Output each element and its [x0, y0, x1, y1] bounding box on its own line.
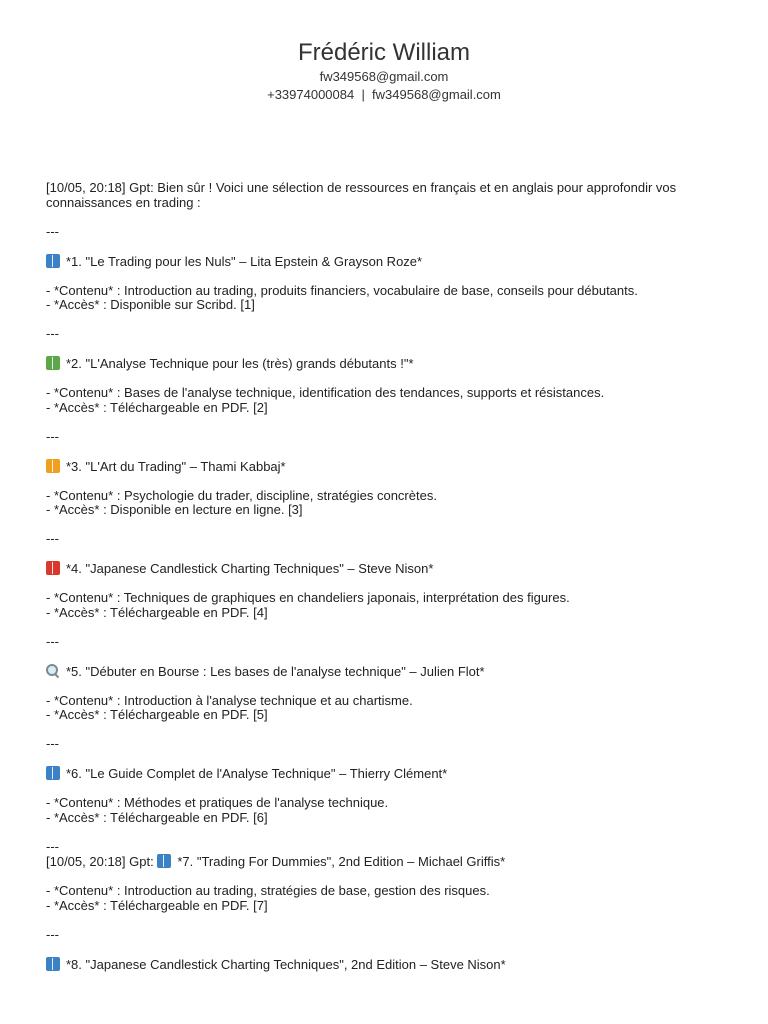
resource-acces: - *Accès* : Téléchargeable en PDF. [2] — [46, 399, 268, 415]
resource-contenu: - *Contenu* : Introduction au trading, produits financiers, vocabulaire de base, conseils pour débutants. — [46, 282, 638, 298]
intro-paragraph: [10/05, 20:18] Gpt: Bien sûr ! Voici une sélection de ressources en français et en anglais pour approfondir vos connaissances en trading : — [46, 180, 680, 210]
resource-acces: - *Accès* : Disponible en lecture en ligne. [3] — [46, 502, 303, 517]
resource-contenu: - *Contenu* : Méthodes et pratiques de l'analyse technique. — [46, 795, 389, 810]
resource-title — [46, 766, 722, 782]
separator: --- — [46, 736, 59, 751]
separator: --- — [46, 926, 59, 942]
author-name: Frédéric William — [297, 39, 470, 66]
resource-item-6 — [46, 766, 722, 825]
document-header — [0, 0, 768, 104]
resource-contenu: - *Contenu* : Psychologie du trader, discipline, stratégies concrètes. — [46, 487, 437, 503]
orange-book-icon — [46, 459, 60, 473]
separator: --- — [46, 223, 59, 239]
red-book-icon — [46, 561, 60, 575]
resource-title-text: *5. "Débuter en Bourse : Les bases de l'analyse technique" – Julien Flot* — [66, 663, 485, 679]
resource-contenu: - *Contenu* : Introduction à l'analyse technique et au chartisme. — [46, 692, 413, 708]
resource-contenu: - *Contenu* : Introduction au trading, stratégies de base, gestion des risques. — [46, 883, 490, 898]
resource-item-8 — [46, 957, 722, 973]
author-contact-line: +33974000084 | fw349568@gmail.com — [267, 87, 501, 102]
resource-item-1 — [46, 254, 722, 313]
separator: --- — [46, 326, 59, 341]
resource-item-4 — [46, 561, 722, 620]
author-email: fw349568@gmail.com — [319, 69, 449, 84]
resource-title — [46, 854, 722, 870]
resource-title-text: *8. "Japanese Candlestick Charting Techniques", 2nd Edition – Steve Nison* — [66, 956, 506, 972]
resource-acces: - *Accès* : Téléchargeable en PDF. [4] — [46, 604, 268, 620]
resource-title-text: *4. "Japanese Candlestick Charting Techniques" – Steve Nison* — [66, 561, 434, 576]
resource-acces: - *Accès* : Téléchargeable en PDF. [6] — [46, 809, 268, 825]
resource-title-text: *7. "Trading For Dummies", 2nd Edition – Michael Griffis* — [177, 854, 506, 869]
resource-contenu: - *Contenu* : Bases de l'analyse technique, identification des tendances, supports et résistances. — [46, 385, 605, 400]
resource-item-5 — [46, 664, 722, 723]
message-prefix: [10/05, 20:18] Gpt: — [46, 854, 154, 869]
resource-title-text: *6. "Le Guide Complet de l'Analyse Technique" – Thierry Clément* — [66, 766, 448, 781]
blue-book-icon — [157, 854, 171, 868]
blue-book-icon — [46, 957, 60, 971]
blue-book-icon — [46, 766, 60, 780]
resource-title — [46, 664, 722, 680]
document-body — [46, 181, 722, 972]
resource-item-7 — [46, 854, 722, 913]
resource-title-text: *3. "L'Art du Trading" – Thami Kabbaj* — [66, 458, 286, 474]
resource-title-text: *1. "Le Trading pour les Nuls" – Lita Epstein & Grayson Roze* — [66, 253, 423, 269]
magnifying-glass-icon — [46, 664, 60, 678]
resource-acces: - *Accès* : Disponible sur Scribd. [1] — [46, 297, 255, 312]
resource-title — [46, 561, 722, 577]
resource-title — [46, 254, 722, 270]
resource-contenu: - *Contenu* : Techniques de graphiques en chandeliers japonais, interprétation des figures. — [46, 590, 570, 605]
resource-title-text: *2. "L'Analyse Technique pour les (très) grands débutants !"* — [66, 356, 414, 371]
resource-title — [46, 957, 722, 973]
resource-title — [46, 459, 722, 475]
separator: --- — [46, 428, 59, 444]
separator: --- — [46, 531, 59, 546]
separator: --- — [46, 633, 59, 649]
blue-book-icon — [46, 254, 60, 268]
resource-acces: - *Accès* : Téléchargeable en PDF. [7] — [46, 897, 268, 913]
separator: --- — [46, 838, 59, 854]
resource-title — [46, 356, 722, 372]
resource-acces: - *Accès* : Téléchargeable en PDF. [5] — [46, 707, 268, 722]
resource-item-3 — [46, 459, 722, 518]
resource-item-2 — [46, 356, 722, 415]
green-book-icon — [46, 356, 60, 370]
